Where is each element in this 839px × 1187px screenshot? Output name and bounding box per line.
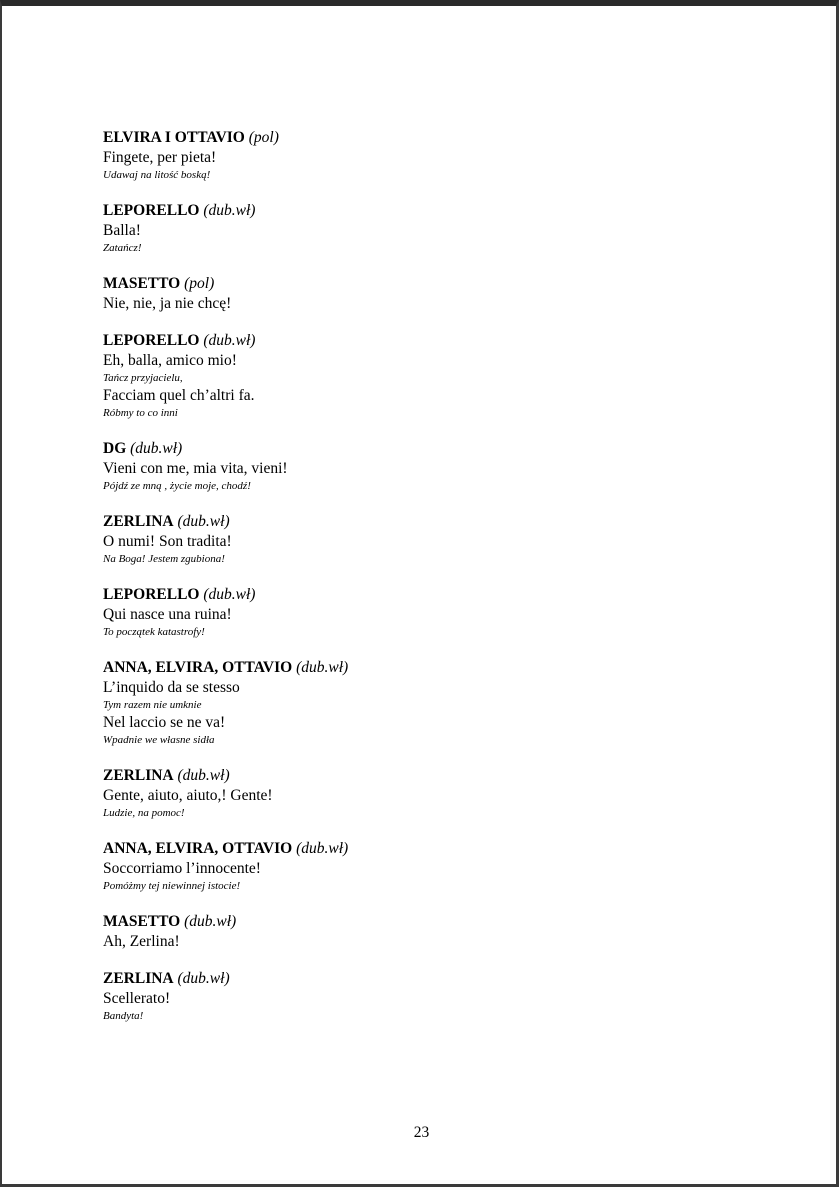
- voice-note: (dub.wł): [184, 913, 237, 930]
- speaker-name: ZERLINA: [103, 970, 174, 987]
- dialogue-block: [103, 201, 703, 256]
- original-lyric: Fingete, per pieta!: [103, 149, 217, 166]
- voice-note: (dub.wł): [130, 440, 183, 457]
- speaker-line: [103, 128, 703, 148]
- voice-note: (dub.wł): [177, 970, 230, 987]
- original-lyric: Balla!: [103, 222, 141, 239]
- translation-line: Zatańcz!: [103, 242, 142, 254]
- speaker-name: MASETTO: [103, 913, 181, 930]
- original-lyric: Soccorriamo l’innocente!: [103, 860, 261, 877]
- dialogue-block: [103, 912, 703, 951]
- voice-note: (dub.wł): [203, 586, 256, 603]
- dialogue-block: [103, 512, 703, 567]
- speaker-line: [103, 274, 703, 294]
- dialogue-block: [103, 658, 703, 748]
- original-lyric: Nel laccio se ne va!: [103, 714, 226, 731]
- speaker-name: DG: [103, 440, 127, 457]
- speaker-name: LEPORELLO: [103, 202, 200, 219]
- voice-note: (pol): [248, 129, 279, 146]
- voice-note: (dub.wł): [203, 202, 256, 219]
- speaker-line: [103, 839, 703, 859]
- dialogue-block: [103, 969, 703, 1024]
- translation-line: Bandyta!: [103, 1010, 144, 1022]
- speaker-line: [103, 969, 703, 989]
- translation-line: Tańcz przyjacielu,: [103, 372, 183, 384]
- page-number: 23: [413, 1124, 430, 1141]
- voice-note: (dub.wł): [177, 513, 230, 530]
- speaker-line: [103, 585, 703, 605]
- original-lyric: Nie, nie, ja nie chcę!: [103, 295, 232, 312]
- speaker-name: ANNA, ELVIRA, OTTAVIO: [103, 840, 293, 857]
- libretto-text: [103, 128, 703, 1042]
- voice-note: (dub.wł): [203, 332, 256, 349]
- voice-note: (pol): [184, 275, 215, 292]
- original-lyric: Vieni con me, mia vita, vieni!: [103, 460, 288, 477]
- translation-line: Pomóżmy tej niewinnej istocie!: [103, 880, 241, 892]
- speaker-line: [103, 766, 703, 786]
- translation-line: Udawaj na litość boską!: [103, 169, 211, 181]
- translation-line: Tym razem nie umknie: [103, 699, 202, 711]
- speaker-line: [103, 201, 703, 221]
- original-lyric: Ah, Zerlina!: [103, 933, 180, 950]
- original-lyric: Gente, aiuto, aiuto,! Gente!: [103, 787, 273, 804]
- speaker-name: LEPORELLO: [103, 332, 200, 349]
- speaker-name: ELVIRA I OTTAVIO: [103, 129, 245, 146]
- dialogue-block: [103, 585, 703, 640]
- translation-line: Ludzie, na pomoc!: [103, 807, 185, 819]
- speaker-name: MASETTO: [103, 275, 181, 292]
- speaker-line: [103, 331, 703, 351]
- translation-line: Róbmy to co inni: [103, 407, 178, 419]
- speaker-name: ANNA, ELVIRA, OTTAVIO: [103, 659, 293, 676]
- speaker-line: [103, 512, 703, 532]
- original-lyric: Scellerato!: [103, 990, 171, 1007]
- translation-line: To początek katastrofy!: [103, 626, 205, 638]
- original-lyric: Facciam quel ch’altri fa.: [103, 387, 255, 404]
- voice-note: (dub.wł): [296, 840, 349, 857]
- speaker-name: ZERLINA: [103, 513, 174, 530]
- dialogue-block: [103, 331, 703, 421]
- dialogue-block: [103, 439, 703, 494]
- translation-line: Pójdź ze mną , życie moje, chodź!: [103, 480, 251, 492]
- speaker-name: LEPORELLO: [103, 586, 200, 603]
- dialogue-block: [103, 839, 703, 894]
- original-lyric: O numi! Son tradita!: [103, 533, 232, 550]
- voice-note: (dub.wł): [177, 767, 230, 784]
- translation-line: Na Boga! Jestem zgubiona!: [103, 553, 225, 565]
- speaker-line: [103, 912, 703, 932]
- speaker-line: [103, 658, 703, 678]
- original-lyric: L’inquido da se stesso: [103, 679, 240, 696]
- speaker-name: ZERLINA: [103, 767, 174, 784]
- translation-line: Wpadnie we własne sidła: [103, 734, 215, 746]
- speaker-line: [103, 439, 703, 459]
- dialogue-block: [103, 766, 703, 821]
- original-lyric: Qui nasce una ruina!: [103, 606, 232, 623]
- voice-note: (dub.wł): [296, 659, 349, 676]
- dialogue-block: [103, 128, 703, 183]
- dialogue-block: [103, 274, 703, 313]
- original-lyric: Eh, balla, amico mio!: [103, 352, 237, 369]
